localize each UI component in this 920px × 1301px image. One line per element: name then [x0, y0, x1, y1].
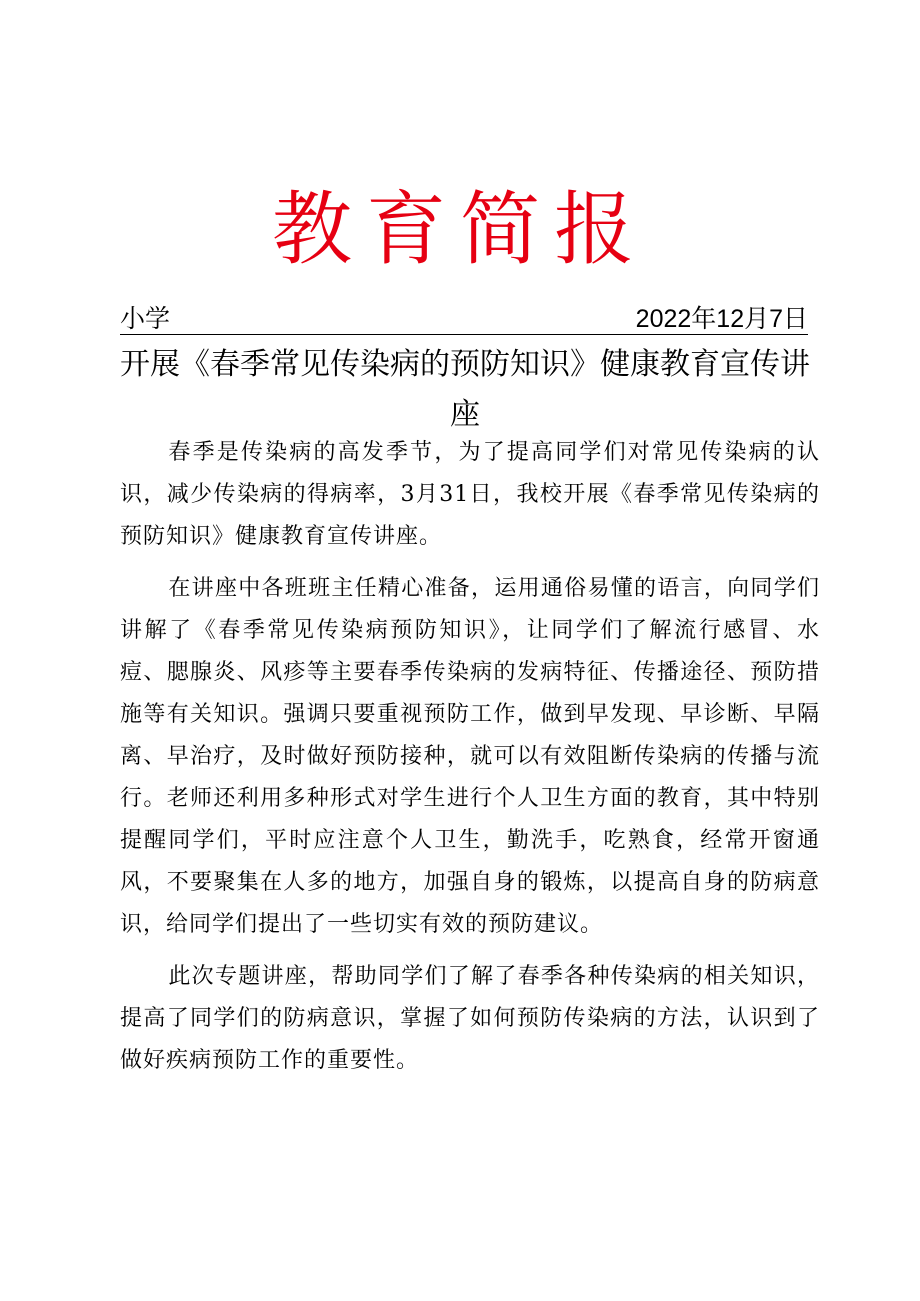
issue-date: 2022年12月7日 [635, 305, 808, 333]
masthead-title: 教育简报 [272, 183, 648, 276]
article-body [120, 432, 820, 1092]
issue-info-row [120, 300, 808, 335]
article-headline: 开展《春季常见传染病的预防知识》健康教育宣传讲座 [120, 347, 810, 432]
school-name: 小学 [120, 305, 171, 333]
body-paragraph: 在讲座中各班班主任精心准备，运用通俗易懂的语言，向同学们讲解了《春季常见传染病预防知识》，让同学们了解流行感冒、水痘、腮腺炎、风疹等主要春季传染病的发病特征、传播途径、预防措施等有关知识。强调只要重视预防工作，做到早发现、早诊断、早隔离、早治疗，及时做好预防接种，就可以有效阻断传染病的传播与流行。老师还利用多种形式对学生进行个人卫生方面的教育，其中特别提醒同学们，平时应注意个人卫生，勤洗手，吃熟食，经常开窗通风，不要聚集在人多的地方，加强自身的锻炼，以提高自身的防病意识，给同学们提出了一些切实有效的预防建议。 [120, 576, 820, 937]
body-paragraph: 春季是传染病的高发季节，为了提高同学们对常见传染病的认识，减少传染病的得病率，3月31日，我校开展《春季常见传染病的预防知识》健康教育宣传讲座。 [120, 440, 820, 549]
body-paragraph: 此次专题讲座，帮助同学们了解了春季各种传染病的相关知识，提高了同学们的防病意识，掌握了如何预防传染病的方法，认识到了做好疾病预防工作的重要性。 [120, 964, 820, 1073]
